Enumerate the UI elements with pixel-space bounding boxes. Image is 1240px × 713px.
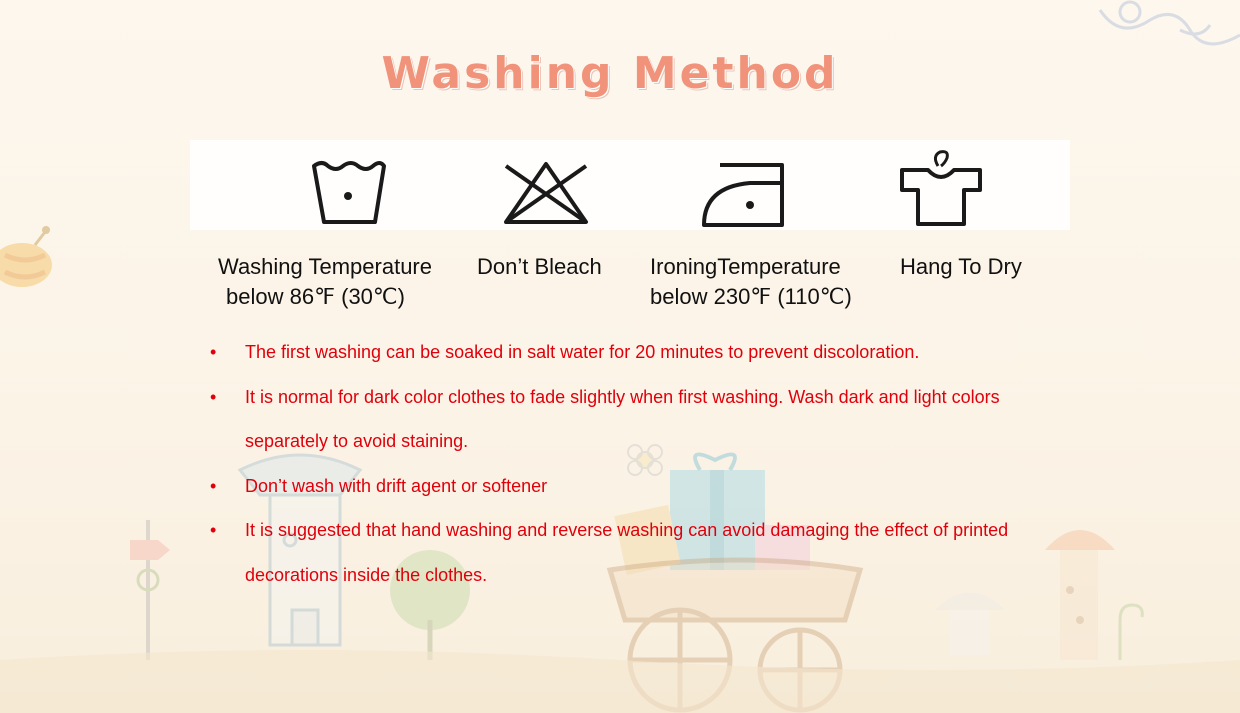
note-text: It is normal for dark color clothes to fade slightly when first washing. Wash dark and light colors separately to avoid staining. — [245, 386, 1000, 451]
wash-30-icon — [310, 158, 388, 228]
dont-bleach-label: Don’t Bleach — [477, 254, 602, 279]
bullet: • — [210, 520, 217, 540]
bullet: • — [210, 475, 217, 496]
hang-to-dry-label: Hang To Dry — [900, 254, 1022, 279]
cloud-swirl-decoration — [1100, 2, 1240, 44]
page-title: Washing Method — [381, 48, 839, 99]
signpost-decoration — [130, 520, 170, 660]
no-bleach-icon — [502, 158, 590, 228]
iron-medium-icon — [700, 155, 790, 229]
ironing-temperature-label: IroningTemperature below 230℉ (110℃) — [650, 254, 852, 309]
bullet: • — [210, 342, 217, 362]
bee-decoration — [0, 226, 52, 287]
ground-decoration — [0, 650, 1240, 713]
bullet: • — [210, 386, 217, 407]
note-text: It is suggested that hand washing and reverse washing can avoid damaging the effect of printed decorations inside the clothes. — [245, 520, 1009, 585]
list-item — [210, 508, 1050, 597]
swirl-decoration — [1120, 605, 1142, 660]
care-notes-list — [210, 330, 1050, 597]
list-item — [210, 464, 1050, 509]
list-item — [210, 330, 1050, 375]
wash-temperature-label: Washing Temperature below 86℉ (30℃) — [218, 254, 432, 309]
hang-dry-icon — [898, 148, 988, 228]
list-item — [210, 375, 1050, 464]
note-text: Don’t wash with drift agent or softener — [245, 475, 548, 496]
note-text: The first washing can be soaked in salt water for 20 minutes to prevent discoloration. — [245, 342, 920, 362]
